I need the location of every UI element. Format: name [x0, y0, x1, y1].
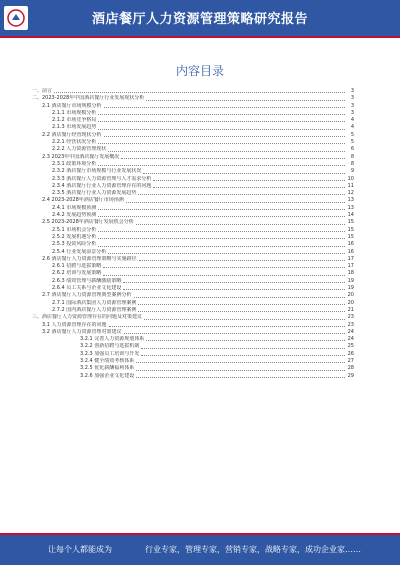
toc-entry-label: 3.2.6 加强企业文化建设 [80, 372, 135, 379]
toc-entry[interactable] [32, 358, 354, 365]
header-divider [0, 36, 400, 38]
toc-entry[interactable] [32, 285, 354, 292]
toc-entry[interactable] [32, 270, 354, 277]
toc-entry-label: 2.5 2023-2028年酒店餐厅发展机会分析 [42, 219, 134, 226]
toc-leader-dots [98, 129, 345, 130]
toc-entry[interactable] [32, 154, 354, 161]
toc-entry-label: 三、酒店餐厅人力资源管理存在的问题及对策建议 [32, 314, 143, 321]
toc-leader-dots [139, 260, 345, 261]
toc-entry-label: 2.7.2 国内酒店餐厅人力资源管理案例 [52, 306, 137, 313]
footer-slogan-right: 行业专家，管理专家，营销专家，战略专家，成功企业家…… [145, 545, 361, 554]
toc-entry-page: 28 [347, 365, 354, 372]
toc-entry[interactable] [32, 88, 354, 95]
toc-entry-label: 3.2.1 完善人力资源规划体系 [80, 336, 145, 343]
toc-entry-page: 10 [347, 175, 354, 182]
toc-leader-dots [153, 187, 345, 188]
toc-entry-page: 18 [347, 270, 354, 277]
toc-leader-dots [144, 319, 345, 320]
toc-entry-label: 2.4.1 市场规模预测 [52, 204, 97, 211]
footer-slogan-left: 让每个人都能成为 [48, 545, 112, 554]
toc-entry-label: 3.1 人力资源管理存在的问题 [42, 321, 107, 328]
toc-entry-label: 2.2 酒店餐厅经营现状分析 [42, 131, 102, 138]
toc-entry[interactable] [32, 132, 354, 139]
toc-entry-label: 2.6.3 绩效管理与薪酬激励策略 [52, 277, 122, 284]
toc-entry-page: 15 [347, 226, 354, 233]
toc-entry-page: 8 [350, 160, 354, 167]
toc-leader-dots [136, 370, 345, 371]
toc-entry-page: 19 [347, 277, 354, 284]
toc-entry-page: 12 [347, 190, 354, 197]
toc-entry-label: 2.4 2023-2028年酒店餐厅市场预测 [42, 197, 124, 204]
toc-leader-dots [123, 282, 345, 283]
toc-entry-page: 24 [347, 336, 354, 343]
toc-leader-dots [134, 297, 345, 298]
toc-leader-dots [138, 311, 345, 312]
toc-entry-page: 29 [347, 372, 354, 379]
toc-entry-page: 6 [350, 146, 354, 153]
toc-entry-page: 17 [347, 263, 354, 270]
toc-entry[interactable] [32, 219, 354, 226]
toc-entry[interactable] [32, 161, 354, 168]
toc-entry[interactable] [32, 278, 354, 285]
toc-entry-label: 2.1.1 市场规模分析 [52, 109, 97, 116]
toc-leader-dots [98, 143, 345, 144]
toc-entry-page: 13 [347, 197, 354, 204]
toc-entry[interactable] [32, 183, 354, 190]
toc-entry[interactable] [32, 322, 354, 329]
toc-leader-dots [124, 333, 345, 334]
toc-leader-dots [126, 202, 345, 203]
toc-entry-label: 3.2.5 优化薪酬福利体系 [80, 365, 135, 372]
toc-entry[interactable] [32, 300, 354, 307]
toc-leader-dots [138, 194, 345, 195]
toc-entry-page: 24 [347, 328, 354, 335]
toc-leader-dots [103, 267, 345, 268]
toc-entry[interactable] [32, 365, 354, 372]
toc-entry-page: 4 [350, 117, 354, 124]
toc-entry-label: 2.3 2023年中国酒店餐厅发展概况 [42, 153, 120, 160]
toc-leader-dots [54, 92, 345, 93]
toc-entry-label: 二、2023-2028年中国酒店餐厅行业发展现状分析 [32, 95, 145, 102]
toc-entry-page: 3 [350, 102, 354, 109]
toc-entry-page: 5 [350, 139, 354, 146]
toc-leader-dots [98, 231, 345, 232]
toc-entry[interactable] [32, 241, 354, 248]
toc-entry-label: 2.3.2 酒店餐厅市场规模与行业发展状况 [52, 168, 142, 175]
toc-entry-page: 3 [350, 88, 354, 94]
toc-entry-label: 2.6 酒店餐厅人力资源管理策略与实施路径 [42, 255, 137, 262]
toc-entry-page: 15 [347, 233, 354, 240]
toc-leader-dots [109, 326, 345, 327]
toc-leader-dots [146, 100, 345, 101]
toc-leader-dots [98, 121, 345, 122]
toc-entry-page: 3 [350, 109, 354, 116]
toc-entry-label: 2.3.1 政策环境分析 [52, 160, 97, 167]
toc-entry-page: 21 [347, 306, 354, 313]
toc-entry-label: 2.2.2 人力资源管理现状 [52, 146, 107, 153]
toc-leader-dots [98, 216, 345, 217]
toc-entry-page: 23 [347, 314, 354, 321]
toc-entry[interactable] [32, 117, 354, 124]
toc-entry-label: 2.1.2 市场竞争格局 [52, 117, 97, 124]
toc-entry-label: 2.1.3 市场发展趋势 [52, 124, 97, 131]
toc-leader-dots [98, 209, 345, 210]
report-title: 酒店餐厅人力资源管理策略研究报告 [91, 12, 308, 27]
page-header [0, 0, 400, 36]
toc-entry[interactable] [32, 205, 354, 212]
toc-entry[interactable] [32, 314, 354, 321]
toc-entry[interactable] [32, 227, 354, 234]
toc-entry[interactable] [32, 146, 354, 153]
toc-entry[interactable] [32, 190, 354, 197]
toc-entry-page: 23 [347, 321, 354, 328]
toc-entry-label: 3.2.4 健全绩效考核体系 [80, 357, 135, 364]
toc-leader-dots [153, 180, 345, 181]
toc-entry[interactable] [32, 110, 354, 117]
toc-leader-dots [98, 238, 345, 239]
toc-entry-label: 2.6.1 招聘与选拔策略 [52, 263, 102, 270]
toc-leader-dots [98, 165, 345, 166]
toc-leader-dots [146, 340, 345, 341]
toc-entry-page: 13 [347, 204, 354, 211]
toc-leader-dots [104, 136, 345, 137]
toc-entry[interactable] [32, 307, 354, 314]
toc-entry-label: 2.3.4 酒店餐厅行业人力资源管理存在的问题 [52, 182, 152, 189]
toc-entry-page: 4 [350, 124, 354, 131]
toc-heading: 内容目录 [175, 64, 224, 78]
toc-entry-page: 26 [347, 350, 354, 357]
toc-entry-label: 2.5.3 投资风险分析 [52, 241, 97, 248]
toc-leader-dots [141, 355, 345, 356]
toc-entry[interactable] [32, 292, 354, 299]
toc-entry-page: 16 [347, 241, 354, 248]
toc-entry[interactable] [32, 249, 354, 256]
toc-entry-page: 17 [347, 255, 354, 262]
toc-entry-page: 5 [350, 131, 354, 138]
toc-entry[interactable] [32, 124, 354, 131]
toc-entry-label: 2.1 酒店餐厅市场规模分析 [42, 102, 102, 109]
toc-entry[interactable] [32, 351, 354, 358]
toc-entry[interactable] [32, 212, 354, 219]
toc-entry[interactable] [32, 263, 354, 270]
toc-leader-dots [136, 377, 345, 378]
toc-leader-dots [123, 289, 345, 290]
toc-entry-label: 2.5.4 行业发展前景分析 [52, 248, 107, 255]
toc-entry[interactable] [32, 95, 354, 102]
toc-entry[interactable] [32, 103, 354, 110]
toc-entry-page: 15 [347, 219, 354, 226]
toc-entry[interactable] [32, 197, 354, 204]
toc-leader-dots [103, 275, 345, 276]
toc-entry-label: 2.5.1 市场机会分析 [52, 226, 97, 233]
toc-entry-label: 2.6.2 培训与发展策略 [52, 270, 102, 277]
toc-entry-page: 20 [347, 299, 354, 306]
toc-entry-page: 9 [350, 168, 354, 175]
toc-leader-dots [138, 304, 345, 305]
toc-entry-page: 11 [347, 182, 354, 189]
toc-leader-dots [136, 224, 345, 225]
page-footer [0, 535, 400, 565]
toc-entry[interactable] [32, 329, 354, 336]
toc-leader-dots [104, 107, 345, 108]
toc-leader-dots [136, 362, 345, 363]
toc-entry-label: 2.4.2 发展趋势预测 [52, 212, 97, 219]
toc-leader-dots [141, 348, 345, 349]
toc-entry[interactable] [32, 373, 354, 380]
toc-entry[interactable] [32, 234, 354, 241]
toc-entry-label: 2.6.4 员工关系与企业文化建设 [52, 285, 122, 292]
toc-entry-label: 2.3.5 酒店餐厅行业人力资源发展趋势 [52, 190, 137, 197]
toc-entry-page: 20 [347, 292, 354, 299]
toc-entry-label: 2.3.3 酒店餐厅人力资源管理与人才需求分析 [52, 175, 152, 182]
toc-entry[interactable] [32, 139, 354, 146]
toc-entry-page: 19 [347, 285, 354, 292]
toc-entry-page: 27 [347, 357, 354, 364]
toc-entry-page: 3 [350, 95, 354, 102]
toc-entry-label: 2.2.1 经营状况分析 [52, 139, 97, 146]
toc-entry-page: 25 [347, 343, 354, 350]
toc-entry-page: 16 [347, 248, 354, 255]
toc-entry[interactable] [32, 256, 354, 263]
toc-leader-dots [108, 253, 345, 254]
toc-leader-dots [121, 158, 345, 159]
toc-leader-dots [143, 173, 345, 174]
toc-entry-page: 8 [350, 153, 354, 160]
toc-entry-label: 一、前言 [32, 88, 53, 94]
toc-leader-dots [98, 246, 345, 247]
toc-entry[interactable] [32, 176, 354, 183]
toc-entry[interactable] [32, 168, 354, 175]
toc-entry-label: 2.7 酒店餐厅人力资源管理典型案例分析 [42, 292, 132, 299]
table-of-contents [32, 88, 354, 380]
toc-entry-label: 2.5.2 发展机遇分析 [52, 233, 97, 240]
toc-entry[interactable] [32, 336, 354, 343]
toc-entry[interactable] [32, 343, 354, 350]
toc-entry-label: 3.2 酒店餐厅人力资源管理对策建议 [42, 328, 122, 335]
toc-leader-dots [98, 114, 345, 115]
toc-entry-page: 14 [347, 212, 354, 219]
toc-leader-dots [108, 151, 345, 152]
toc-entry-label: 3.2.2 创新招聘与选拔机制 [80, 343, 140, 350]
toc-entry-label: 2.7.1 国际酒店集团人力资源管理案例 [52, 299, 137, 306]
toc-entry-label: 3.2.3 加强员工培训与开发 [80, 350, 140, 357]
